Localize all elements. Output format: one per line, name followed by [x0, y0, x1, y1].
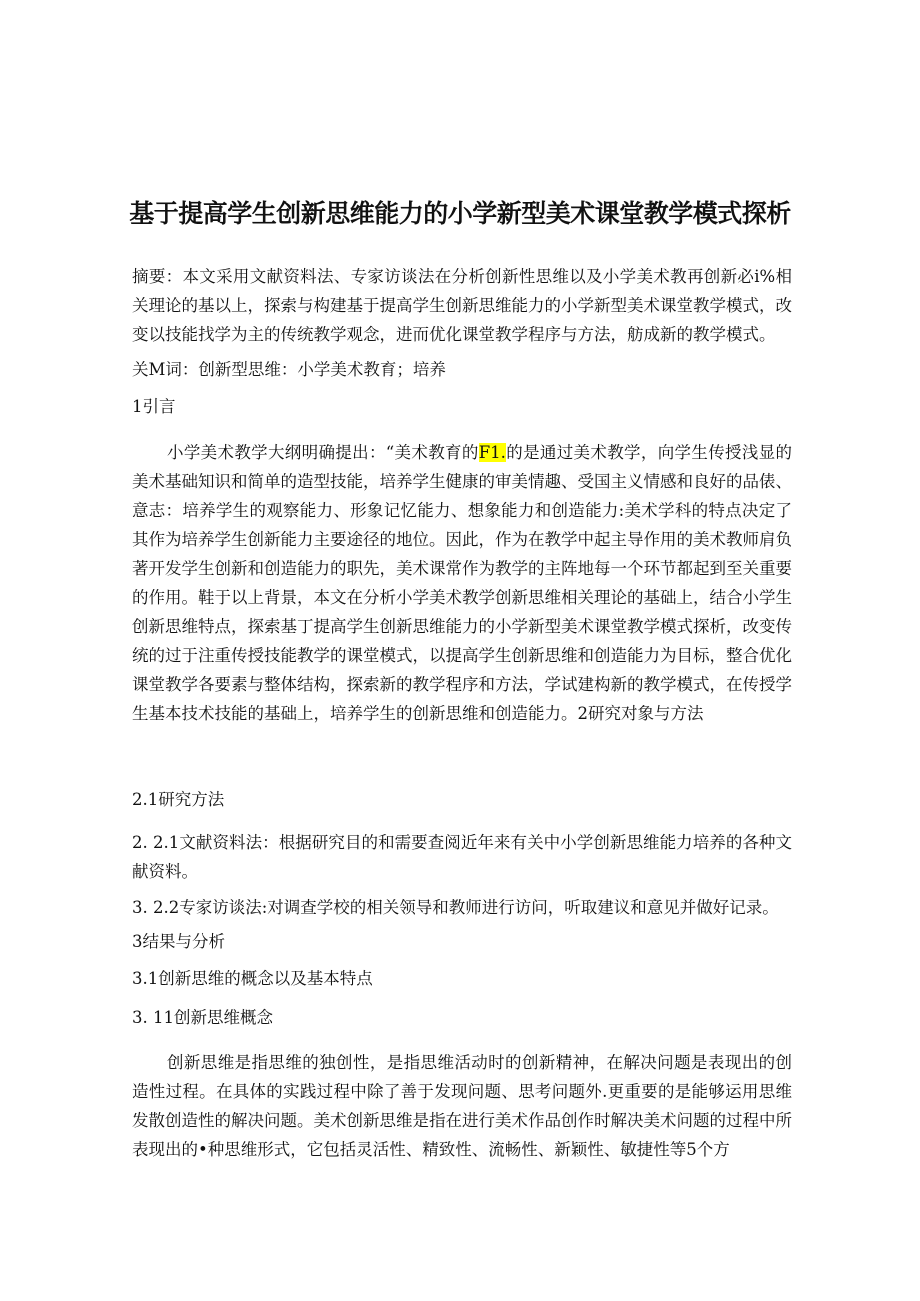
intro-text-start: 小学美术教学大纲明确提出：“美术教育的 [167, 443, 479, 462]
intro-text-rest: 的是通过美术教学，向学生传授浅显的美术基础知识和简单的造型技能，培养学生健康的审美情趣、受国主义情感和良好的品俵、意志：培养学生的观察能力、形象记忆能力、想象能力和创造能力:美术学科的特点决定了其作为培养学生创新能力主要途径的地位。因此，作为在教学中起主导作用的美术教师肩负著开发学生创新和创造能力的职先，美术课常作为教学的主阵地每一个环节都起到至关重要的作用。鞋于以上背景，本文在分析小学美术教学创新思维相关理论的基础上，结合小学生创新思维特点，探索基丁提高学生创新思维能力的小学新型美术课堂教学模式探析，改变传统的过于注重传授技能教学的课堂模式，以提高学生创新思维和创造能力为目标，整合优化课堂教学各要素与整体结构，探索新的教学程序和方法，学试建构新的教学模式，在传授学生基本技术技能的基础上，培养学生的创新思维和创造能力。2研究对象与方法 [132, 443, 793, 723]
introduction-paragraph [132, 438, 792, 728]
section-heading-concept: 3. 11创新思维概念 [132, 1008, 273, 1027]
method-interview: 3. 2.2专家访谈法:对调查学校的相关领导和教师进行访问，听取建议和意见并做好记录。 [132, 898, 779, 917]
section-heading-introduction: 1引言 [132, 397, 176, 416]
section-heading-research-methods: 2.1研究方法 [132, 790, 225, 809]
abstract: 摘要：本文采用文献资料法、专家访谈法在分析创新性思维以及小学美术教再创新必i%相关理论的基以上，探索与构建基于提高学生创新思维能力的小学新型美术课堂教学模式，改变以技能找学为主的传统教学观念，进而优化课堂教学程序与方法，舫成新的教学模式。 [132, 267, 792, 344]
keywords: 关M词：创新型思维：小学美术教育；培养 [132, 360, 446, 379]
highlighted-text: F1. [478, 443, 506, 462]
section-heading-concept-features: 3.1创新思维的概念以及基本特点 [132, 969, 373, 988]
section-heading-results: 3结果与分析 [132, 932, 225, 951]
document-title: 基于提高学生创新思维能力的小学新型美术课堂教学模式探析 [129, 199, 791, 228]
concept-paragraph: 创新思维是指思维的独创性，是指思维活动时的创新精神，在解决问题是表现出的创造性过程。在具体的实践过程中除了善于发现问题、思考问题外.更重要的是能够运用思维发散创造性的解决问题。美术创新思维是指在进行美术作品创作时解决美术问题的过程中所表现出的•种思维形式，它包括灵活性、精致性、流畅性、新颖性、敏捷性等5个方 [132, 1053, 792, 1159]
method-literature: 2. 2.1文献资料法：根据研究目的和需要查阅近年来有关中小学创新思维能力培养的各种文献资料。 [132, 833, 792, 881]
